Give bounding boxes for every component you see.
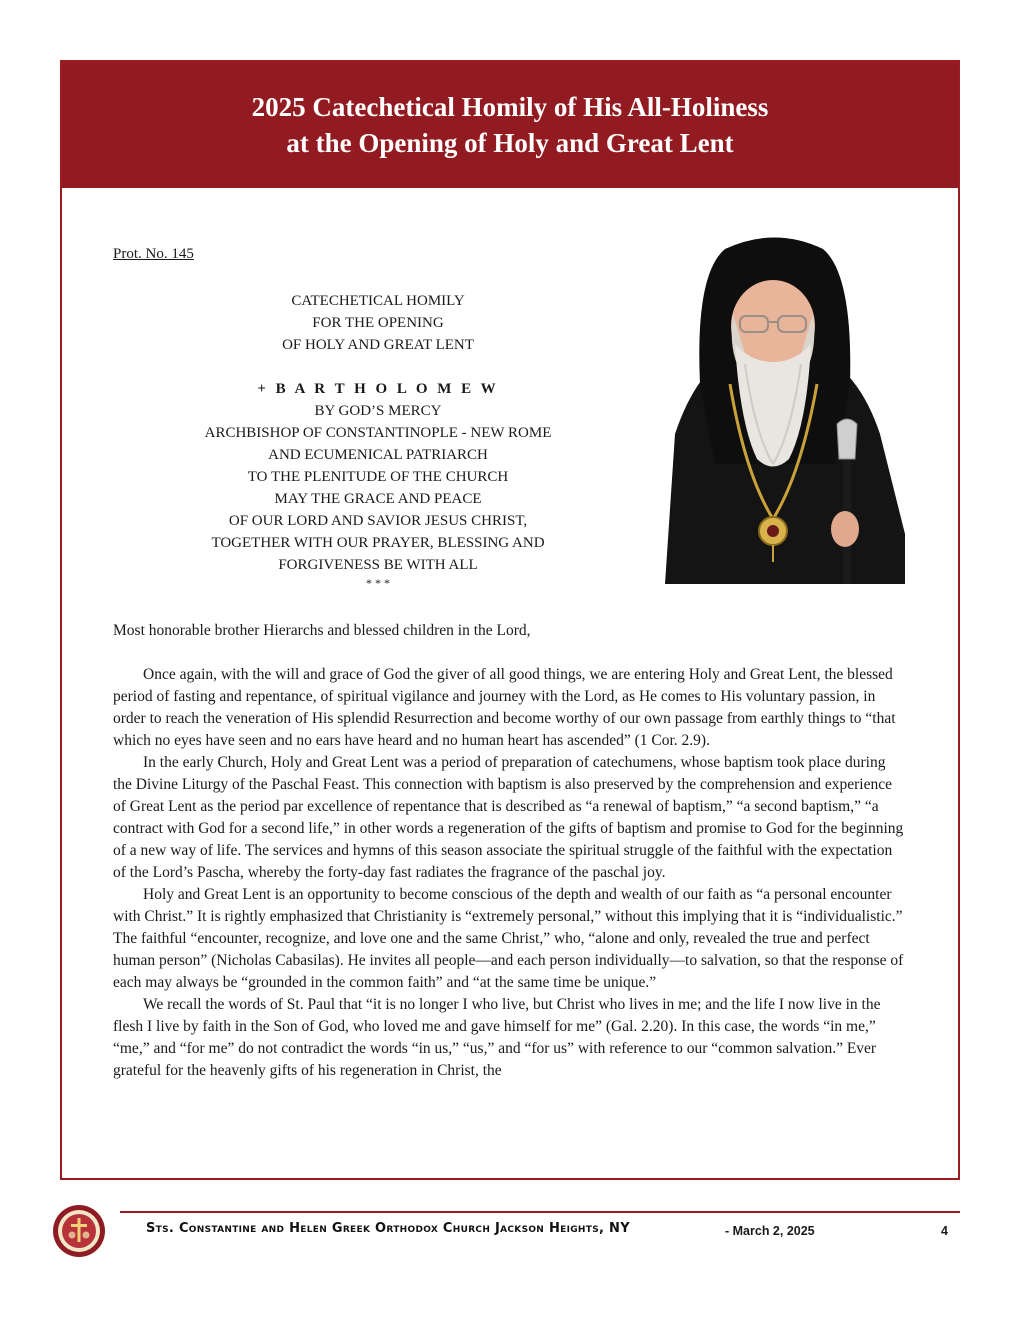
paragraph: In the early Church, Holy and Great Lent was a period of preparation of catechumens, whose baptism took place during the Divine Liturgy of the Paschal Feast. This connection with baptism is also preserved by the comprehension and experience of Great Lent as the period par excellence of repentance that is described as “a renewal of baptism,” “a second baptism,” “a contract with God for a second life,” in other words a regeneration of the gifts of baptism and promise to God for the beginning of a new way of life. The services and hymns of this season associate the spiritual struggle of the faithful with the expectation of the Lord’s Pascha, whereby the forty-day fast radiates the fragrance of the paschal joy.	[113, 754, 904, 881]
footer-date: - March 2, 2025	[725, 1224, 815, 1238]
heading-line: TO THE PLENITUDE OF THE CHURCH	[247, 469, 509, 485]
heading-line: FOR THE OPENING	[312, 315, 444, 331]
heading-line: MAY THE GRACE AND PEACE	[274, 491, 482, 507]
patriarch-photo	[645, 234, 905, 584]
title-line-1: 2025 Catechetical Homily of His All-Holiness	[251, 92, 769, 122]
heading-line: OF HOLY AND GREAT LENT	[282, 337, 474, 353]
salutation: Most honorable brother Hierarchs and blessed children in the Lord,	[113, 622, 531, 639]
footer-church-name: Sts. Constantine and Helen Greek Orthodox Church Jackson Heights, NY	[146, 1221, 630, 1236]
title-banner	[62, 62, 958, 188]
heading-line: TOGETHER WITH OUR PRAYER, BLESSING AND	[211, 535, 545, 551]
heading-line: CATECHETICAL HOMILY	[291, 293, 465, 309]
heading-line: ARCHBISHOP OF CONSTANTINOPLE - NEW ROME	[204, 425, 552, 441]
homily-heading	[150, 290, 606, 590]
page-number: 4	[941, 1224, 948, 1238]
patriarch-name: + B A R T H O L O M E W	[257, 381, 499, 397]
paragraph: Once again, with the will and grace of God the giver of all good things, we are entering Holy and Great Lent, the blessed period of fasting and repentance, of spiritual vigilance and journey with the Lord, as He comes to His voluntary passion, in order to reach the veneration of His splendid Resurrection and become worthy of our own passage from earthly things to “that which no eyes have seen and no ears have heard and no human heart has ascended” (1 Cor. 2.9).	[113, 666, 896, 749]
protocol-number: Prot. No. 145	[113, 246, 194, 262]
heading-line: BY GOD’S MERCY	[314, 403, 442, 419]
title-line-2: at the Opening of Holy and Great Lent	[286, 128, 734, 158]
church-seal-logo	[52, 1204, 106, 1258]
paragraph: Holy and Great Lent is an opportunity to become conscious of the depth and wealth of our faith as “a personal encounter with Christ.” It is rightly emphasized that Christianity is “extremely personal,” without this implying that it is “individualistic.” The faithful “encounter, recognize, and love one and the same Christ,” who, “alone and only, revealed the true and perfect human person” (Nicholas Cabasilas). He invites all people—and each person individually—to salvation, so that the response of each may always be “grounded in the common faith” and “at the same time be unique.”	[113, 886, 904, 991]
asterism: * * *	[366, 576, 390, 590]
heading-line: OF OUR LORD AND SAVIOR JESUS CHRIST,	[228, 513, 528, 529]
paragraph: We recall the words of St. Paul that “it is no longer I who live, but Christ who lives in me; and the life I now live in the flesh I live by faith in the Son of God, who loved me and gave himself for me” (Gal. 2.20). In this case, the words “in me,” “me,” and “for me” do not contradict the words “in us,” “us,” and “for us” with reference to our “common salvation.” Ever grateful for the heavenly gifts of his regeneration in Christ, the	[113, 996, 881, 1079]
footer-rule	[120, 1211, 960, 1213]
heading-line: FORGIVENESS BE WITH ALL	[278, 557, 478, 573]
homily-body	[113, 620, 908, 1082]
heading-line: AND ECUMENICAL PATRIARCH	[268, 447, 488, 463]
